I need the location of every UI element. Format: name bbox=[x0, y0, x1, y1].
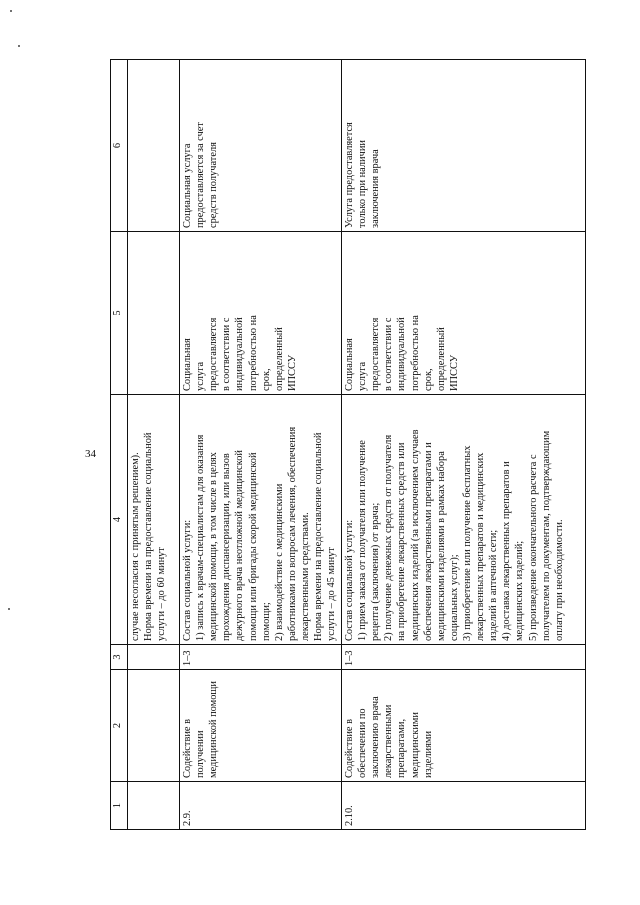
continuation-row bbox=[128, 60, 180, 830]
services-table bbox=[110, 59, 586, 830]
continuation-empty-cell bbox=[128, 645, 180, 670]
service-name-cell: Содействие в получении медицинской помощи bbox=[180, 670, 342, 782]
continuation-empty-cell bbox=[128, 782, 180, 830]
column-number-2: 2 bbox=[111, 670, 128, 782]
table-row-2-9 bbox=[180, 60, 342, 830]
scan-speck bbox=[10, 10, 12, 12]
continuation-empty-cell bbox=[128, 670, 180, 782]
term-cell: 1–3 bbox=[180, 645, 342, 670]
volume-cell: Социальная услуга предоставляется в соответствии с индивидуальной потребностью на срок, определенный ИПССУ bbox=[180, 232, 342, 395]
service-content-cell: Состав социальной услуги: 1) запись к врачам-специалистам для оказания медицинской помощи, в том числе в целях прохождения диспансеризации, или вызов дежурного врача неотложной медицинской помощи или бригады скорой медицинской помощи; 2) взаимодействие с медицинскими работниками по вопросам лечения, обеспечения лекарственными средствами. Норма времени на предоставление социальной услуги – до 45 минут bbox=[180, 395, 342, 645]
service-name-cell: Содействие в обеспечении по заключению врача лекарственными препаратами, медицинскими изделиями bbox=[342, 670, 586, 782]
column-number-3: 3 bbox=[111, 645, 128, 670]
continuation-empty-cell bbox=[128, 232, 180, 395]
continuation-content-cell: случае несогласия с принятым решением). Норма времени на предоставление социальной услуги – до 60 минут bbox=[128, 395, 180, 645]
rotated-table-wrapper bbox=[110, 60, 584, 830]
continuation-empty-cell bbox=[128, 60, 180, 232]
note-cell: Услуга предоставляется только при наличии заключения врача bbox=[342, 60, 586, 232]
column-number-4: 4 bbox=[111, 395, 128, 645]
page-number: 34 bbox=[85, 448, 96, 460]
service-content-cell: Состав социальной услуги: 1) прием заказа от получателя или получение рецепта (заключения) от врача; 2) получение денежных средств от получателя на приобретение лекарственных средств или медицинских изделий (за исключением случаев обеспечения лекарственными препаратами и медицинскими изделиями в рамках набора социальных услуг); 3) приобретение или получение бесплатных лекарственных препаратов и медицинских изделий в аптечной сети; 4) доставка лекарственных препаратов и медицинских изделий; 5) произведение окончательного расчета с получателем по документам, подтверждающим оплату при необходимости. bbox=[342, 395, 586, 645]
term-cell: 1–3 bbox=[342, 645, 586, 670]
table-row-2-10 bbox=[342, 60, 586, 830]
row-number-cell: 2.10. bbox=[342, 782, 586, 830]
row-number-cell: 2.9. bbox=[180, 782, 342, 830]
volume-cell: Социальная услуга предоставляется в соответствии с индивидуальной потребностью на срок, определенный ИПССУ bbox=[342, 232, 586, 395]
column-number-5: 5 bbox=[111, 232, 128, 395]
column-number-header-row bbox=[111, 60, 128, 830]
column-number-6: 6 bbox=[111, 60, 128, 232]
scan-speck bbox=[8, 608, 10, 610]
scan-speck bbox=[18, 45, 20, 47]
note-cell: Социальная услуга предоставляется за счет средств получателя bbox=[180, 60, 342, 232]
column-number-1: 1 bbox=[111, 782, 128, 830]
